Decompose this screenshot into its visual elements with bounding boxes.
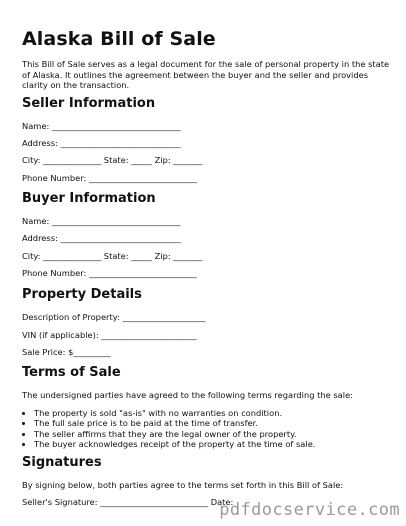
property-description-field: Description of Property: ____________________ — [22, 312, 206, 322]
seller-signature-field: Seller's Signature: __________________________ Date: — [22, 497, 234, 507]
property-price-field: Sale Price: $_________ — [22, 347, 111, 357]
buyer-section-heading: Buyer Information — [22, 191, 156, 206]
seller-city-state-zip-field: City: ______________ State: _____ Zip: _______ — [22, 155, 203, 165]
terms-lead-text: The undersigned parties have agreed to the following terms regarding the sale: — [22, 390, 353, 400]
property-vin-field: VIN (if applicable): _______________________ — [22, 330, 197, 340]
seller-section-heading: Seller Information — [22, 96, 156, 111]
intro-paragraph: This Bill of Sale serves as a legal document for the sale of personal property in the state of Alaska. It outlines the agreement between the buyer and the seller and provides clarity on the transaction. — [22, 59, 390, 90]
terms-section-heading: Terms of Sale — [22, 365, 121, 380]
signatures-section-heading: Signatures — [22, 455, 102, 470]
document-title: Alaska Bill of Sale — [22, 28, 216, 50]
signatures-lead-text: By signing below, both parties agree to the terms set forth in this Bill of Sale: — [22, 480, 344, 490]
buyer-city-state-zip-field: City: ______________ State: _____ Zip: _______ — [22, 251, 203, 261]
seller-name-field: Name: _______________________________ — [22, 121, 181, 131]
seller-address-field: Address: _____________________________ — [22, 138, 181, 148]
buyer-phone-field: Phone Number: __________________________ — [22, 268, 197, 278]
terms-list — [22, 408, 394, 449]
terms-list-item: • The full sale price is to be paid at the time of transfer. — [34, 418, 394, 428]
buyer-address-field: Address: _____________________________ — [22, 233, 181, 243]
site-watermark: pdfdocservice.com — [219, 500, 400, 520]
buyer-name-field: Name: _______________________________ — [22, 216, 181, 226]
terms-list-item: • The seller affirms that they are the legal owner of the property. — [34, 429, 394, 439]
seller-phone-field: Phone Number: __________________________ — [22, 173, 197, 183]
terms-list-item: • The buyer acknowledges receipt of the property at the time of sale. — [34, 439, 394, 449]
terms-list-item: • The property is sold "as-is" with no warranties on condition. — [34, 408, 394, 418]
property-section-heading: Property Details — [22, 287, 142, 302]
